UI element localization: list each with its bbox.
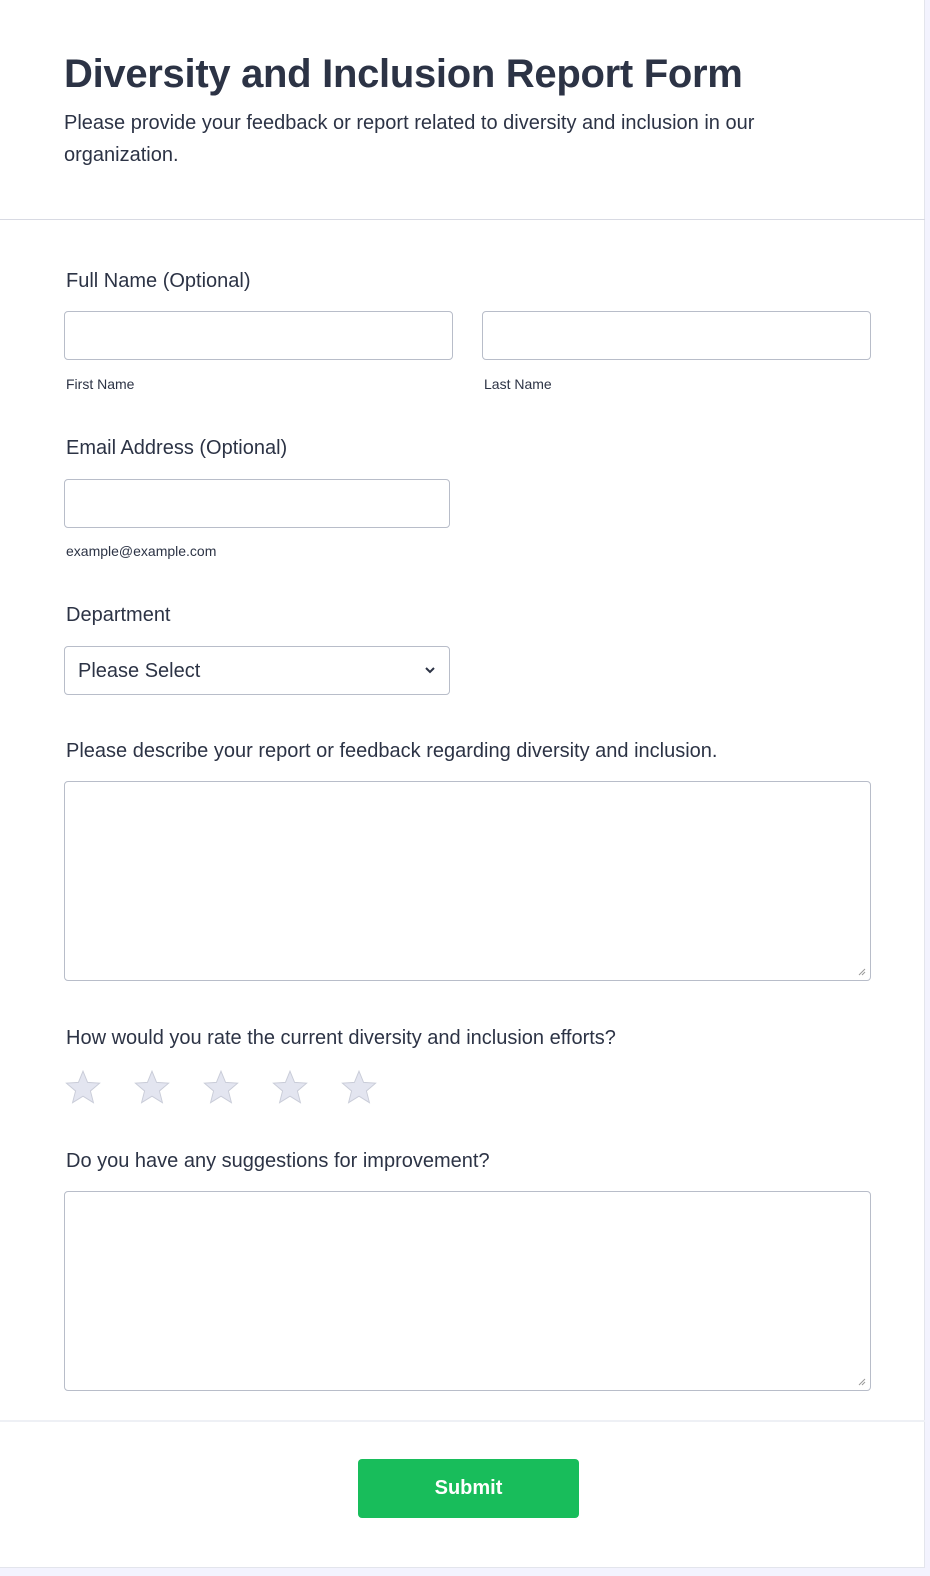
form-header	[0, 0, 925, 220]
last-name-input[interactable]	[482, 311, 871, 360]
star-icon[interactable]	[133, 1068, 171, 1106]
page-subtitle: Please provide your feedback or report related to diversity and inclusion in our organization.	[64, 112, 755, 166]
star-icon[interactable]	[271, 1068, 309, 1106]
submit-button[interactable]: Submit	[358, 1459, 579, 1518]
department-label: Department	[66, 604, 171, 626]
department-select[interactable]	[64, 646, 450, 695]
star-rating	[64, 1068, 378, 1106]
chevron-down-icon	[423, 663, 437, 677]
report-label: Please describe your report or feedback regarding diversity and inclusion.	[66, 740, 718, 762]
rating-label: How would you rate the current diversity and inclusion efforts?	[66, 1027, 616, 1049]
suggestions-textarea[interactable]	[64, 1191, 871, 1391]
suggestions-label: Do you have any suggestions for improvement?	[66, 1150, 490, 1172]
email-label: Email Address (Optional)	[66, 437, 288, 459]
resize-handle-icon[interactable]	[856, 966, 866, 976]
star-icon[interactable]	[64, 1068, 102, 1106]
email-sublabel: example@example.com	[66, 543, 217, 559]
resize-handle-icon[interactable]	[856, 1376, 866, 1386]
last-name-sublabel: Last Name	[484, 376, 552, 392]
department-selected-value: Please Select	[78, 660, 201, 682]
page-title: Diversity and Inclusion Report Form	[64, 52, 743, 96]
first-name-sublabel: First Name	[66, 376, 135, 392]
full-name-label: Full Name (Optional)	[66, 270, 251, 292]
star-icon[interactable]	[202, 1068, 240, 1106]
email-input[interactable]	[64, 479, 450, 528]
footer-divider	[0, 1420, 925, 1422]
first-name-input[interactable]	[64, 311, 453, 360]
star-icon[interactable]	[340, 1068, 378, 1106]
report-textarea[interactable]	[64, 781, 871, 981]
